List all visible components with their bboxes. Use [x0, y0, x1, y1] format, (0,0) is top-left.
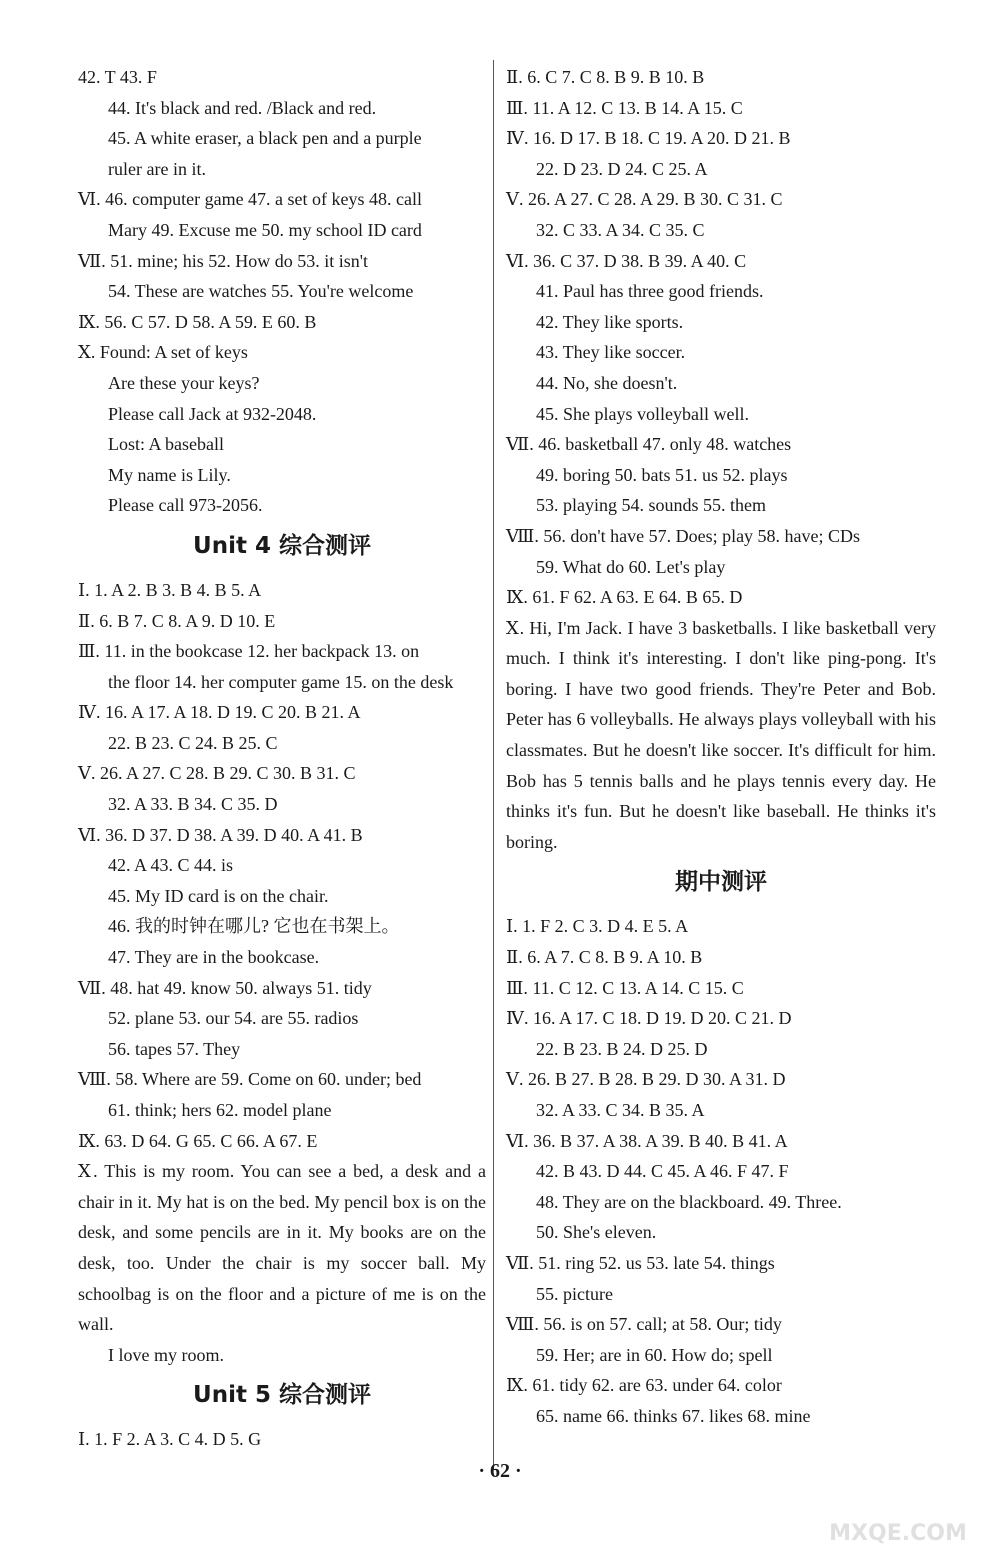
- left-column: [78, 62, 486, 1455]
- answer-line: Are these your keys?: [108, 372, 260, 393]
- answer-line: Ⅵ. 36. B 37. A 38. A 39. B 40. B 41. A: [506, 1130, 788, 1151]
- answer-line: I love my room.: [108, 1344, 224, 1365]
- answer-line: Ⅸ. 56. C 57. D 58. A 59. E 60. B: [78, 311, 317, 332]
- answer-line: 47. They are in the bookcase.: [108, 947, 320, 968]
- answer-line: Ⅶ. 48. hat 49. know 50. always 51. tidy: [78, 977, 372, 998]
- answer-line: Ⅶ. 46. basketball 47. only 48. watches: [506, 434, 792, 455]
- answer-line: Ⅲ. 11. in the bookcase 12. her backpack 13. on: [78, 641, 420, 662]
- answer-line: 32. A 33. B 34. C 35. D: [108, 794, 278, 815]
- answer-line: My name is Lily.: [108, 464, 231, 485]
- answer-line: 59. Her; are in 60. How do; spell: [536, 1344, 773, 1365]
- answer-line: Ⅷ. 56. is on 57. call; at 58. Our; tidy: [506, 1314, 782, 1335]
- answer-line: 32. A 33. C 34. B 35. A: [536, 1100, 705, 1120]
- answer-line: ruler are in it.: [108, 158, 206, 179]
- answer-line: the floor 14. her computer game 15. on the desk: [108, 671, 454, 692]
- answer-line: Ⅴ. 26. B 27. B 28. B 29. D 30. A 31. D: [506, 1069, 786, 1090]
- answer-line: 54. These are watches 55. You're welcome: [108, 281, 414, 302]
- answer-line: Please call Jack at 932-2048.: [108, 403, 317, 424]
- answer-line: 44. It's black and red. /Black and red.: [108, 97, 377, 118]
- answer-line: 59. What do 60. Let's play: [536, 556, 726, 577]
- answer-line: Ⅸ. 61. tidy 62. are 63. under 64. color: [506, 1375, 782, 1396]
- answer-line: Ⅱ. 6. C 7. C 8. B 9. B 10. B: [506, 67, 705, 87]
- answer-line: 49. boring 50. bats 51. us 52. plays: [536, 464, 788, 485]
- answer-line: Lost: A baseball: [108, 434, 224, 455]
- page-number: · 62 ·: [478, 1460, 522, 1482]
- answer-line: Ⅴ. 26. A 27. C 28. A 29. B 30. C 31. C: [506, 189, 783, 210]
- answer-line: Mary 49. Excuse me 50. my school ID card: [108, 219, 422, 240]
- composition-paragraph: Ⅹ. Hi, I'm Jack. I have 3 basketballs. I like basketball very much. I think it's interesting. I don't like ping-pong. It's boring. I have two good friends. They're Peter and Bob. Peter has 6 volleyballs. He always plays volleyball with his classmates. But he doesn't like soccer. It's difficult for him. Bob has 5 tennis balls and he plays tennis every day. He thinks it's fun. But he doesn't like baseball. He thinks it's boring.: [506, 617, 936, 852]
- answer-line: 56. tapes 57. They: [108, 1038, 241, 1059]
- answer-line: Ⅵ. 46. computer game 47. a set of keys 48. call: [78, 189, 423, 210]
- answer-line: Please call 973-2056.: [108, 495, 263, 516]
- answer-line: 53. playing 54. sounds 55. them: [536, 495, 766, 516]
- section-heading: Unit 4 综合测评: [193, 532, 371, 559]
- answer-line: 65. name 66. thinks 67. likes 68. mine: [536, 1405, 811, 1426]
- answer-line: Ⅰ. 1. A 2. B 3. B 4. B 5. A: [78, 579, 262, 600]
- answer-line: 45. She plays volleyball well.: [536, 403, 749, 424]
- answer-line: Ⅹ. Found: A set of keys: [78, 342, 248, 363]
- answer-line: 43. They like soccer.: [536, 342, 686, 363]
- answer-line: 41. Paul has three good friends.: [536, 281, 764, 302]
- answer-line: Ⅵ. 36. D 37. D 38. A 39. D 40. A 41. B: [78, 824, 363, 845]
- answer-line: Ⅲ. 11. C 12. C 13. A 14. C 15. C: [506, 977, 744, 998]
- answer-line: Ⅸ. 63. D 64. G 65. C 66. A 67. E: [78, 1130, 318, 1151]
- answer-line: 61. think; hers 62. model plane: [108, 1100, 332, 1120]
- watermark-logo: [806, 1478, 991, 1548]
- composition-paragraph: Ⅹ. This is my room. You can see a bed, a desk and a chair in it. My hat is on the bed. My pencil box is on the desk, and some pencils are in it. My books are on the desk, too. Under the chair is my soccer ball. My schoolbag is on the floor and a picture of me is on the wall.: [78, 1161, 486, 1335]
- answer-line: 55. picture: [536, 1283, 613, 1304]
- answer-line: Ⅷ. 56. don't have 57. Does; play 58. have; CDs: [506, 525, 861, 546]
- answer-line: 45. My ID card is on the chair.: [108, 885, 329, 906]
- answer-line: 32. C 33. A 34. C 35. C: [536, 219, 705, 240]
- answer-line: Ⅳ. 16. A 17. C 18. D 19. D 20. C 21. D: [506, 1008, 792, 1029]
- right-column: [506, 62, 936, 1432]
- answer-line: 52. plane 53. our 54. are 55. radios: [108, 1008, 359, 1029]
- answer-line: Ⅲ. 11. A 12. C 13. B 14. A 15. C: [506, 97, 743, 118]
- watermark-text: MXQE.COM: [829, 1521, 967, 1546]
- answer-line: 46. 我的时钟在哪儿? 它也在书架上。: [108, 916, 400, 937]
- answer-line: 50. She's eleven.: [536, 1222, 657, 1243]
- answer-line: Ⅶ. 51. ring 52. us 53. late 54. things: [506, 1252, 775, 1273]
- answer-line: Ⅰ. 1. F 2. C 3. D 4. E 5. A: [506, 916, 689, 937]
- section-heading: Unit 5 综合测评: [193, 1382, 371, 1409]
- answer-line: 42. B 43. D 44. C 45. A 46. F 47. F: [536, 1161, 789, 1182]
- answer-line: 44. No, she doesn't.: [536, 372, 678, 393]
- answer-line: 22. D 23. D 24. C 25. A: [536, 158, 708, 179]
- answer-line: 42. A 43. C 44. is: [108, 855, 234, 876]
- answer-line: 22. B 23. C 24. B 25. C: [108, 732, 278, 753]
- answer-line: Ⅳ. 16. D 17. B 18. C 19. A 20. D 21. B: [506, 128, 791, 149]
- answer-line: Ⅴ. 26. A 27. C 28. B 29. C 30. B 31. C: [78, 763, 356, 784]
- answer-line: Ⅷ. 58. Where are 59. Come on 60. under; bed: [78, 1069, 422, 1090]
- answer-line: 42. They like sports.: [536, 311, 684, 332]
- answer-line: 48. They are on the blackboard. 49. Three.: [536, 1191, 842, 1212]
- answer-line: Ⅱ. 6. A 7. C 8. B 9. A 10. B: [506, 947, 703, 968]
- answer-line: 45. A white eraser, a black pen and a purple: [108, 128, 422, 149]
- answer-line: Ⅱ. 6. B 7. C 8. A 9. D 10. E: [78, 610, 276, 631]
- answer-line: Ⅶ. 51. mine; his 52. How do 53. it isn't: [78, 250, 368, 271]
- answer-line: 42. T 43. F: [78, 67, 157, 87]
- answer-line: Ⅵ. 36. C 37. D 38. B 39. A 40. C: [506, 250, 747, 271]
- answer-line: Ⅳ. 16. A 17. A 18. D 19. C 20. B 21. A: [78, 702, 361, 723]
- answer-line: Ⅰ. 1. F 2. A 3. C 4. D 5. G: [78, 1429, 262, 1450]
- section-heading: 期中测评: [675, 869, 767, 896]
- answer-line: Ⅸ. 61. F 62. A 63. E 64. B 65. D: [506, 587, 743, 608]
- column-divider: [493, 60, 494, 1470]
- answer-line: 22. B 23. B 24. D 25. D: [536, 1038, 708, 1059]
